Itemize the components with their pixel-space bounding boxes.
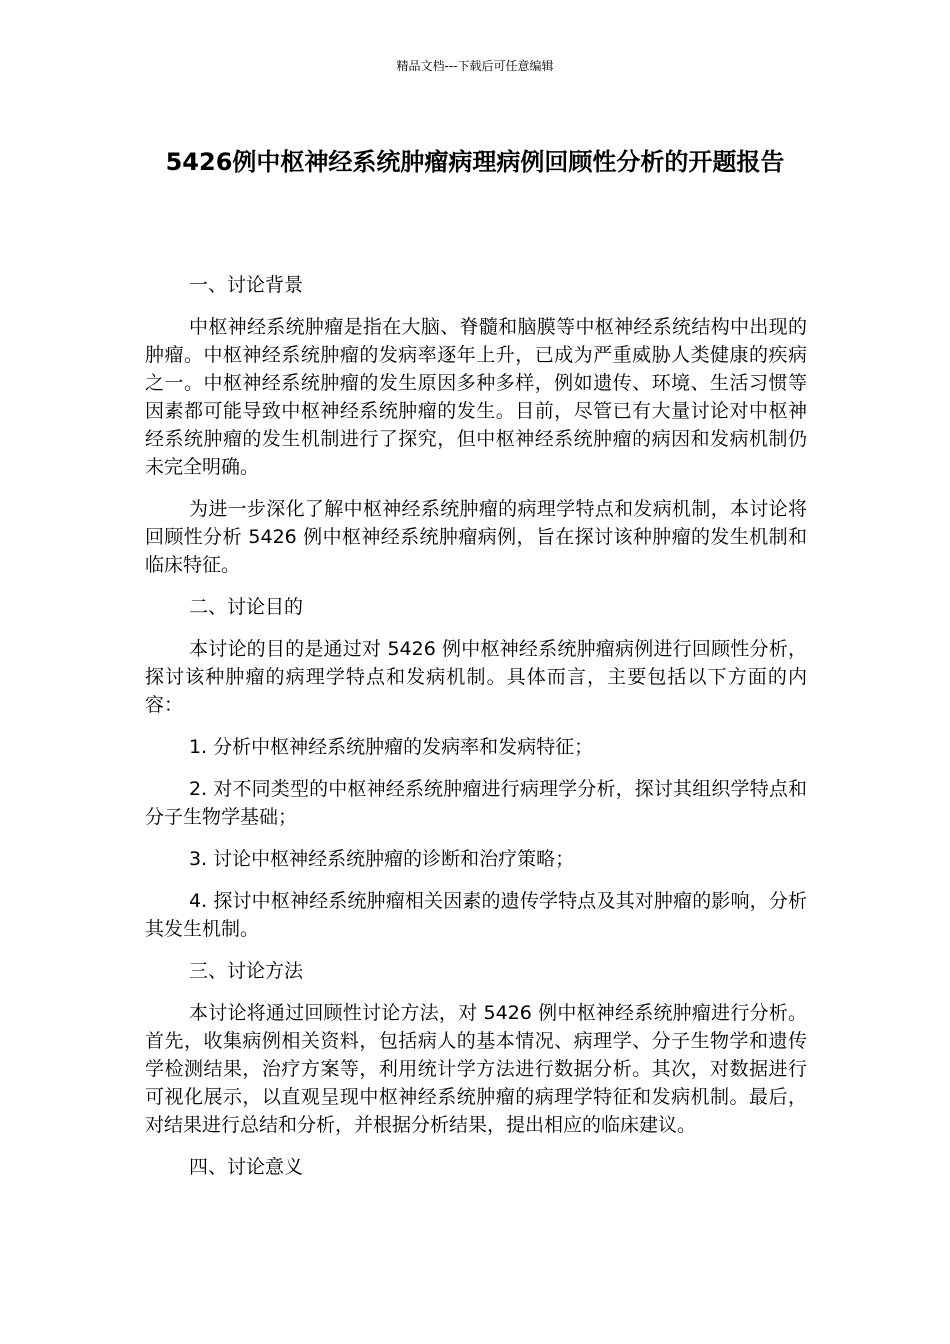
document-body bbox=[145, 271, 807, 1195]
section-heading-background: 一、讨论背景 bbox=[189, 274, 304, 296]
paragraph-methods: 本讨论将通过回顾性讨论方法，对 5426 例中枢神经系统肿瘤进行分析。首先，收集病例相关资料，包括病人的基本情况、病理学、分子生物学和遗传学检测结果，治疗方案等，利用统计学方法进行数据分析。其次，对数据进行可视化展示，以直观呈现中枢神经系统肿瘤的病理学特征和发病机制。最后，对结果进行总结和分析，并根据分析结果，提出相应的临床建议。 bbox=[145, 1002, 807, 1136]
section-heading-purpose: 二、讨论目的 bbox=[189, 596, 304, 618]
section-heading-methods: 三、讨论方法 bbox=[189, 960, 304, 982]
paragraph-purpose-intro: 本讨论的目的是通过对 5426 例中枢神经系统肿瘤病例进行回顾性分析，探讨该种肿瘤的病理学特点和发病机制。具体而言，主要包括以下方面的内容： bbox=[145, 638, 807, 716]
list-item-1: 1. 分析中枢神经系统肿瘤的发病率和发病特征； bbox=[189, 736, 594, 758]
paragraph-background-1: 中枢神经系统肿瘤是指在大脑、脊髓和脑膜等中枢神经系统结构中出现的肿瘤。中枢神经系统肿瘤的发病率逐年上升，已成为严重威胁人类健康的疾病之一。中枢神经系统肿瘤的发生原因多种多样，例如遗传、环境、生活习惯等因素都可能导致中枢神经系统肿瘤的发生。目前，尽管已有大量讨论对中枢神经系统肿瘤的发生机制进行了探究，但中枢神经系统肿瘤的病因和发病机制仍未完全明确。 bbox=[145, 316, 807, 478]
paragraph-background-2: 为进一步深化了解中枢神经系统肿瘤的病理学特点和发病机制，本讨论将回顾性分析 5426 例中枢神经系统肿瘤病例，旨在探讨该种肿瘤的发生机制和临床特征。 bbox=[145, 498, 807, 576]
document-title: 5426例中枢神经系统肿瘤病理病例回顾性分析的开题报告 bbox=[165, 148, 785, 176]
section-heading-significance: 四、讨论意义 bbox=[189, 1156, 304, 1178]
list-item-4: 4. 探讨中枢神经系统肿瘤相关因素的遗传学特点及其对肿瘤的影响，分析其发生机制。 bbox=[145, 890, 807, 940]
list-item-3: 3. 讨论中枢神经系统肿瘤的诊断和治疗策略； bbox=[189, 848, 575, 870]
list-item-2: 2. 对不同类型的中枢神经系统肿瘤进行病理学分析，探讨其组织学特点和分子生物学基础； bbox=[145, 778, 807, 828]
header-note: 精品文档---下载后可任意编辑 bbox=[396, 59, 554, 73]
